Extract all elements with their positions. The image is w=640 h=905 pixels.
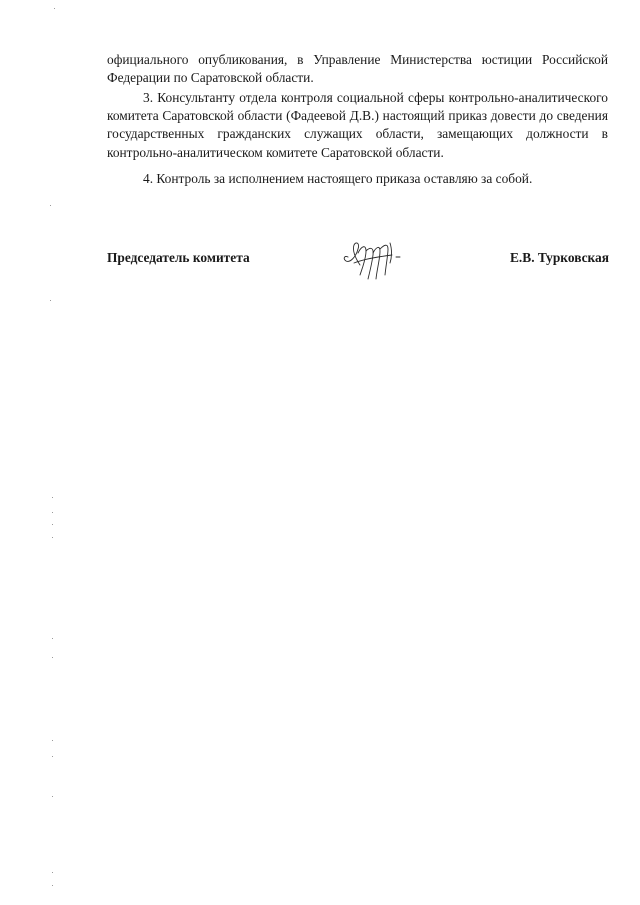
paragraph-item-4 [107, 170, 608, 188]
handwritten-signature [340, 235, 408, 283]
signatory-title: Председатель комитета [107, 250, 250, 265]
paragraph-continuation [107, 51, 608, 87]
paragraph-2-text: 3. Консультанту отдела контроля социальной сферы контрольно-аналитического комитета Саратовской области (Фадеевой Д.В.) настоящий приказ довести до сведения государственных гражданских служащих области, замещающих должности в контрольно-аналитическом комитете Саратовской области. [107, 90, 608, 160]
signature-block [107, 248, 609, 292]
paragraph-3-text: 4. Контроль за исполнением настоящего приказа оставляю за собой. [143, 171, 533, 186]
paragraph-item-3 [107, 89, 608, 162]
paragraph-1-text: официального опубликования, в Управление Министерства юстиции Российской Федерации по Саратовской области. [107, 52, 608, 86]
signatory-name: Е.В. Турковская [509, 250, 609, 265]
